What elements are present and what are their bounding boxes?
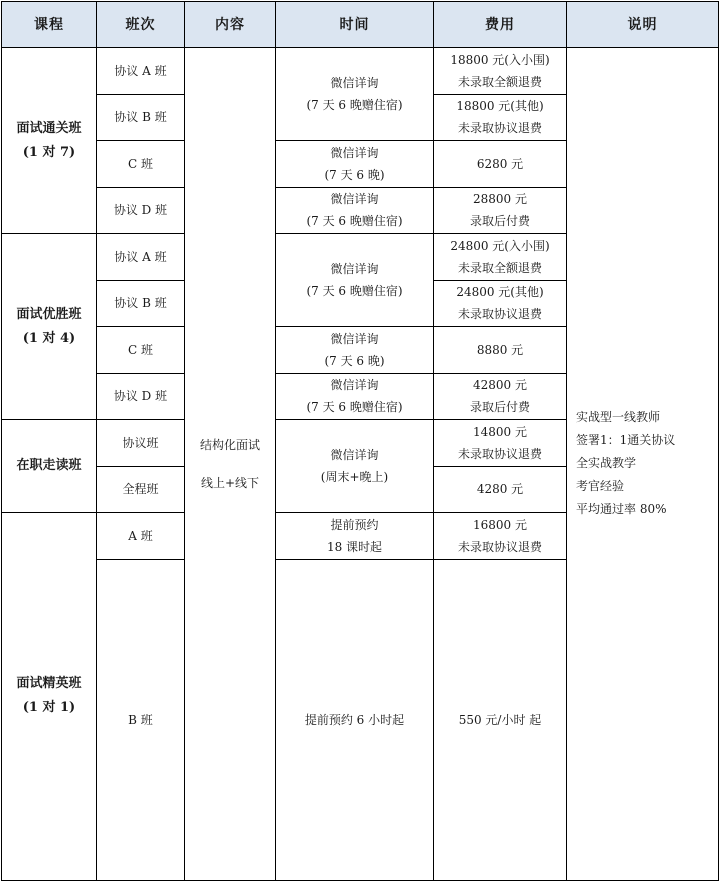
notes-line: 考官经验 [576,479,625,494]
time-line: (7 天 6 晚) [324,167,385,182]
fee-line: 28800 元 [473,192,527,207]
time-cell [276,513,434,560]
time-line: (7 天 6 晚) [324,353,385,368]
time-line: (7 天 6 晚赠住宿) [306,400,403,415]
content-cell [185,48,276,881]
fee-cell [434,48,567,95]
course-cell [2,48,97,234]
time-line: (7 天 6 晚赠住宿) [306,98,403,112]
fee-line: 18800 元(其他) [456,99,544,114]
class-cell: 协议 B 班 [97,94,185,141]
class-cell: 协议 B 班 [97,280,185,327]
fee-cell [434,94,567,141]
course-cell [2,234,97,420]
course-name: 面试通关班 [16,120,82,136]
fee-line: 未录取全额退费 [457,74,542,89]
class-cell: A 班 [97,513,185,560]
time-line: 微信详询 [330,448,379,462]
header-course: 课程 [2,2,97,48]
fee-cell: 550 元/小时 起 [434,559,567,880]
header-fee: 费用 [434,2,567,48]
fee-line: 24800 元(入小围) [450,238,550,253]
class-cell: 协议 A 班 [97,48,185,95]
course-ratio: (1 对 7) [22,144,76,160]
fee-cell [434,187,567,234]
class-cell: B 班 [97,559,185,880]
time-cell [276,420,434,513]
fee-cell: 6280 元 [434,141,567,188]
class-cell: 协议 D 班 [97,373,185,420]
class-cell: C 班 [97,327,185,374]
time-cell [276,187,434,234]
notes-line: 平均通过率 80% [576,502,667,517]
fee-line: 未录取协议退费 [457,446,542,461]
content-line: 线上+线下 [200,475,260,490]
time-line: 微信详询 [330,331,379,346]
fee-line: 24800 元(其他) [456,285,544,300]
time-line: 18 课时起 [326,539,383,554]
fee-line: 14800 元 [473,424,527,439]
time-line: 提前预约 [330,517,379,532]
time-line: 微信详询 [330,192,379,207]
notes-cell [567,48,719,881]
fee-line: 42800 元 [473,378,527,393]
fee-line: 18800 元(入小围) [450,52,550,67]
fee-line: 录取后付费 [469,214,530,229]
course-ratio: (1 对 1) [22,700,76,716]
time-line: (7 天 6 晚赠住宿) [306,284,403,298]
time-cell: 提前预约 6 小时起 [276,559,434,880]
header-content: 内容 [185,2,276,48]
header-class: 班次 [97,2,185,48]
course-fee-table [1,1,719,881]
time-line: 微信详询 [330,262,379,276]
fee-cell: 4280 元 [434,466,567,513]
fee-line: 未录取全额退费 [457,260,542,275]
fee-cell [434,280,567,327]
time-cell [276,327,434,374]
class-cell: 协议 D 班 [97,187,185,234]
time-line: (周末+晚上) [320,470,389,484]
fee-line: 未录取协议退费 [457,539,542,554]
time-line: 微信详询 [330,76,379,90]
course-name: 面试优胜班 [16,306,82,322]
course-cell [2,513,97,881]
course-cell [2,420,97,513]
course-name: 面试精英班 [16,676,82,692]
class-cell: 全程班 [97,466,185,513]
time-cell [276,373,434,420]
fee-line: 录取后付费 [469,400,530,415]
time-cell [276,141,434,188]
time-line: (7 天 6 晚赠住宿) [306,214,403,229]
class-cell: 协议班 [97,420,185,467]
class-cell: C 班 [97,141,185,188]
fee-cell [434,513,567,560]
class-cell: 协议 A 班 [97,234,185,281]
content-line: 结构化面试 [199,437,260,452]
fee-cell: 8880 元 [434,327,567,374]
fee-line: 未录取协议退费 [457,121,542,136]
time-cell [276,234,434,327]
time-cell [276,48,434,141]
fee-cell [434,420,567,467]
fee-cell [434,373,567,420]
table-row [2,48,719,95]
header-time: 时间 [276,2,434,48]
fee-line: 未录取协议退费 [457,307,542,322]
notes-line: 签署1：1通关协议 [576,433,676,448]
header-notes: 说明 [567,2,719,48]
fee-cell [434,234,567,281]
header-row [2,2,719,48]
fee-line: 16800 元 [473,517,527,532]
notes-line: 实战型一线教师 [576,410,661,425]
time-line: 微信详询 [330,378,379,393]
course-name: 在职走读班 [16,458,82,473]
time-line: 微信详询 [330,145,379,160]
notes-line: 全实战教学 [576,456,637,471]
course-ratio: (1 对 4) [22,330,76,346]
